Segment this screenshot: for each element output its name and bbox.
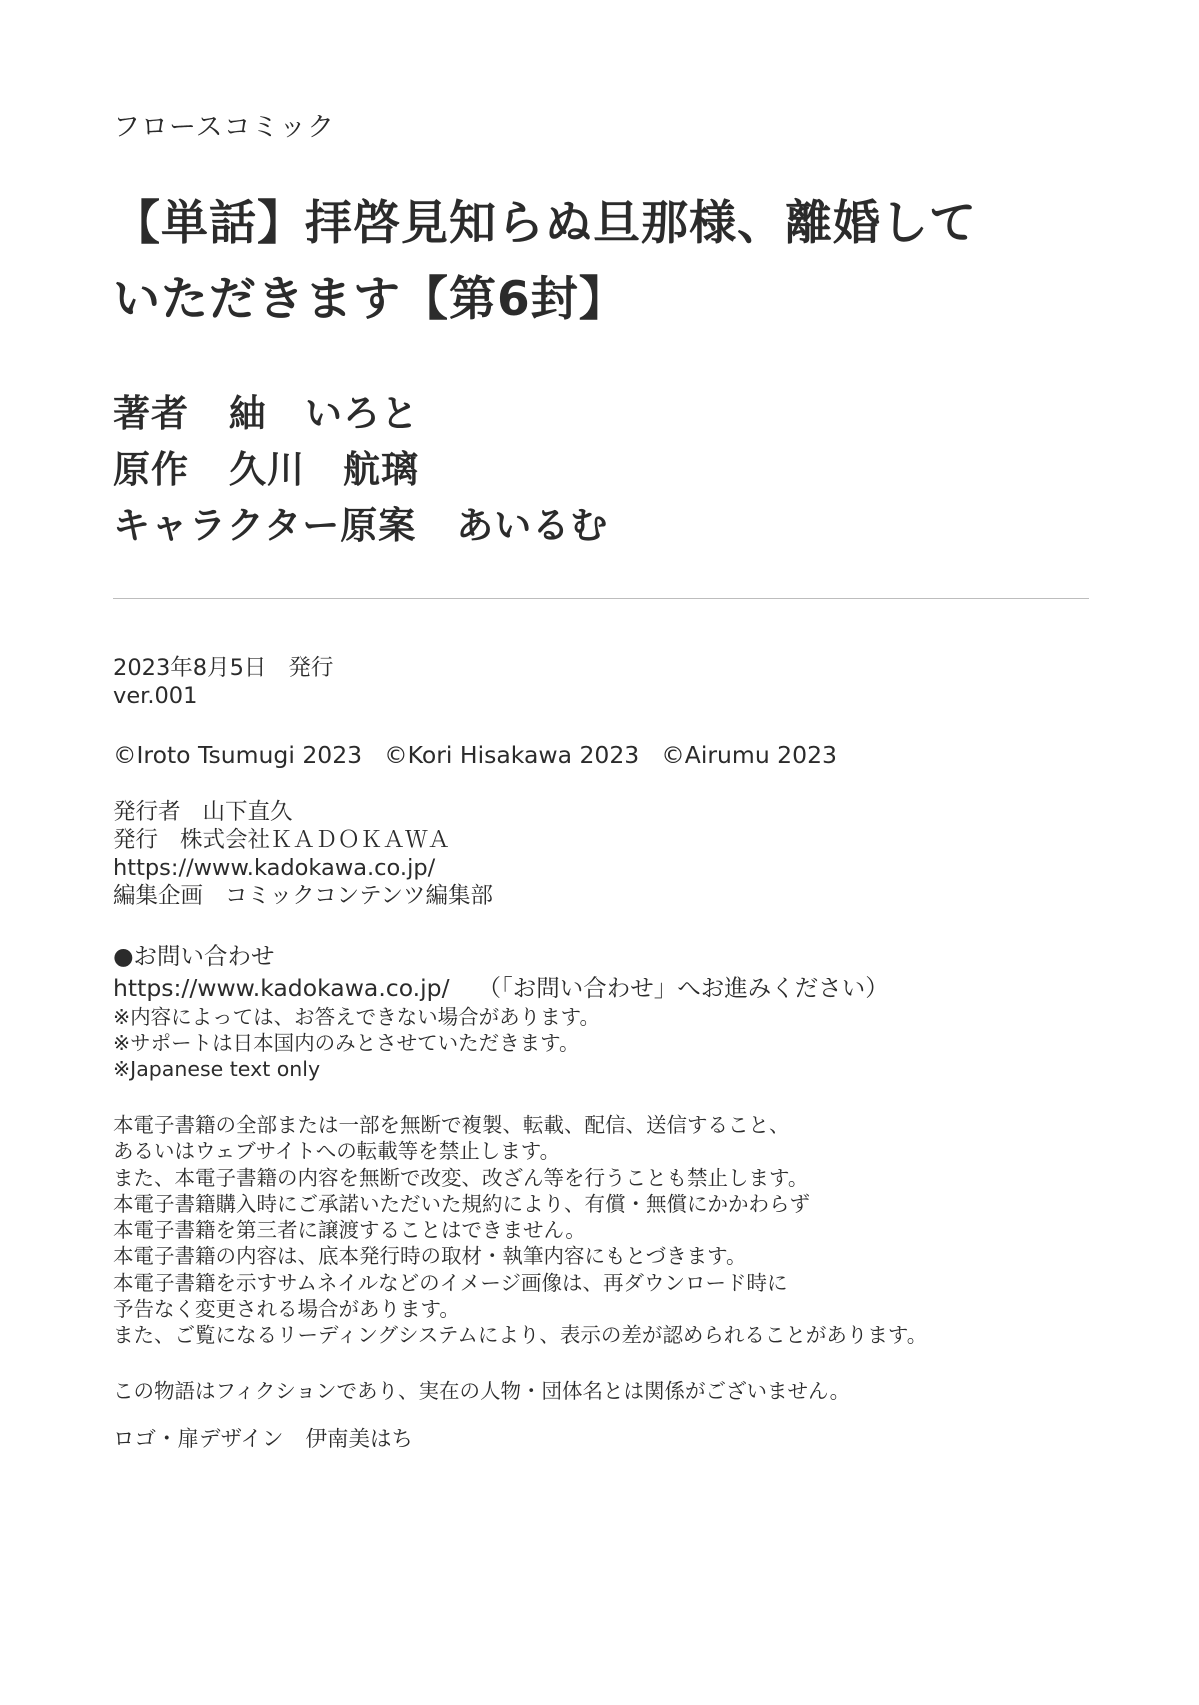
credit-author [113, 386, 608, 442]
issuer-label: 発行 [113, 827, 159, 853]
section-divider [113, 598, 1089, 599]
inquiry-url[interactable]: https://www.kadokawa.co.jp/ [113, 974, 450, 1002]
copyright-item: ©Kori Hisakawa 2023 [384, 741, 640, 769]
credit-name: あいるむ [456, 504, 609, 547]
editorial-line [113, 882, 493, 910]
legal-line: あるいはウェブサイトへの転載等を禁止します。 [113, 1139, 561, 1164]
design-credit [113, 1426, 413, 1454]
publisher-url[interactable]: https://www.kadokawa.co.jp/ [113, 855, 436, 881]
publication-info [113, 654, 333, 710]
publisher-info [113, 798, 493, 910]
publication-date-line [113, 654, 333, 682]
inquiry-section [113, 940, 889, 1082]
credit-role: キャラクター原案 [113, 504, 417, 547]
inquiry-note: ※サポートは日本国内のみとさせていただきます。 [113, 1031, 580, 1055]
inquiry-heading: ●お問い合わせ [113, 942, 275, 970]
publisher-line [113, 798, 493, 826]
legal-line: 本電子書籍を示すサムネイルなどのイメージ画像は、再ダウンロード時に [113, 1270, 788, 1295]
legal-line: 本電子書籍の全部または一部を無断で複製、転載、配信、送信すること、 [113, 1113, 790, 1137]
imprint-label: フロースコミック [113, 112, 336, 143]
fiction-notice: この物語はフィクションであり、実在の人物・団体名とは関係がございません。 [113, 1379, 851, 1403]
publisher-name: 山下直久 [202, 799, 293, 825]
book-title-line: 【単話】拝啓見知らぬ旦那様、離婚して [113, 196, 977, 251]
editorial-name: コミックコンテンツ編集部 [225, 883, 493, 909]
legal-line: 本電子書籍を第三者に譲渡することはできません。 [113, 1218, 586, 1243]
inquiry-url-line [113, 972, 889, 1004]
legal-line: また、本電子書籍の内容を無断で改変、改ざん等を行うことも禁止します。 [113, 1165, 809, 1190]
publication-date-suffix: 発行 [288, 655, 334, 681]
legal-notice [113, 1112, 927, 1349]
inquiry-note: ※Japanese text only [113, 1057, 321, 1081]
design-credit-label: ロゴ・扉デザイン [113, 1427, 284, 1452]
inquiry-url-note: （「お問い合わせ」へお進みください） [477, 974, 889, 1002]
credit-original-work [113, 442, 608, 498]
issuer-line [113, 826, 493, 854]
credit-role: 原作 [113, 448, 189, 491]
credits [113, 386, 608, 554]
issuer-name: 株式会社ＫＡＤＯＫＡＷＡ [180, 827, 451, 853]
book-title [113, 186, 977, 338]
legal-line: 予告なく変更される場合があります。 [113, 1297, 460, 1322]
credit-role: 著者 [113, 392, 189, 435]
legal-line: また、ご覧になるリーディングシステムにより、表示の差が認められることがあります。 [113, 1323, 928, 1348]
credit-name: 紬 いろと [229, 392, 419, 435]
inquiry-note: ※内容によっては、お答えできない場合があります。 [113, 1005, 601, 1029]
legal-line: 本電子書籍の内容は、底本発行時の取材・執筆内容にもとづきます。 [113, 1244, 747, 1269]
legal-line: 本電子書籍購入時にご承諾いただいた規約により、有償・無償にかかわらず [113, 1191, 810, 1216]
publisher-label: 発行者 [113, 799, 181, 825]
editorial-label: 編集企画 [113, 883, 204, 909]
credit-character-design [113, 498, 608, 554]
book-title-line: いただきます【第6封】 [113, 272, 627, 327]
publication-date: 2023年8月5日 [113, 655, 267, 681]
copyright-item: ©Iroto Tsumugi 2023 [113, 741, 363, 769]
copyright-line [113, 740, 837, 770]
copyright-item: ©Airumu 2023 [661, 741, 837, 769]
version: ver.001 [113, 683, 198, 709]
credit-name: 久川 航璃 [229, 448, 419, 491]
design-credit-name: 伊南美はち [305, 1427, 414, 1452]
